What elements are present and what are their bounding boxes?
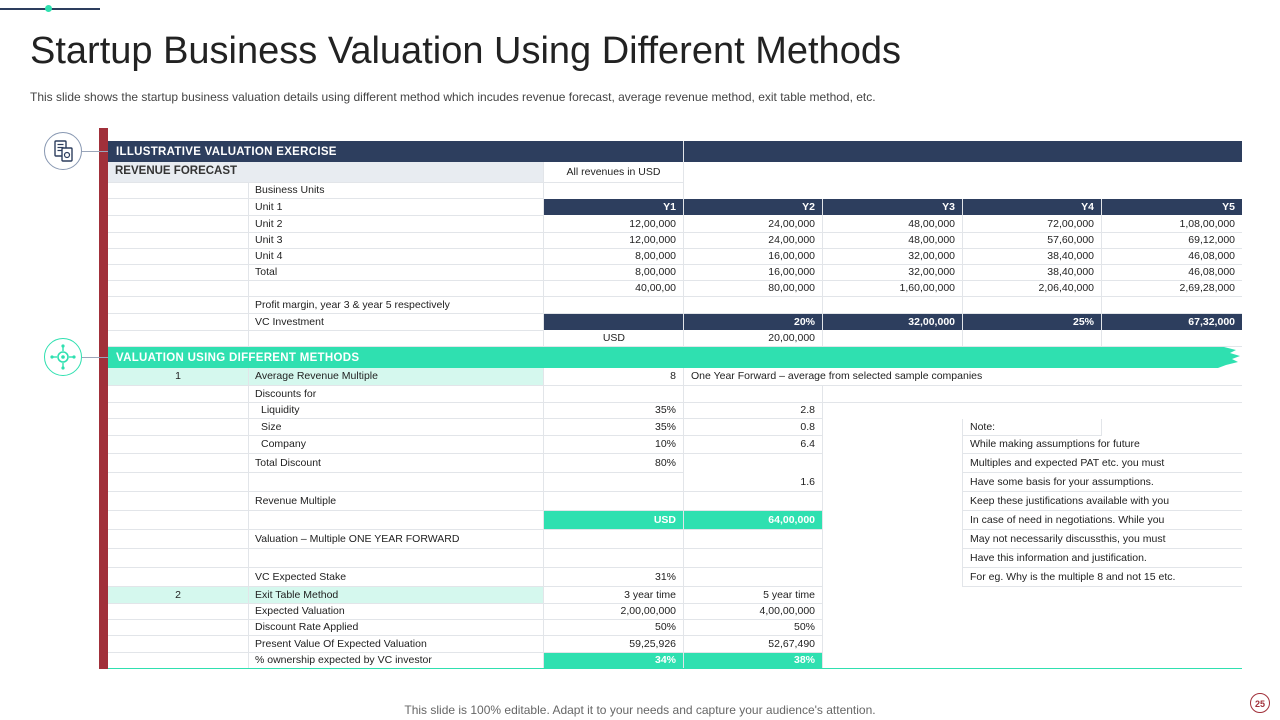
discount-value: 0.8 <box>684 419 822 436</box>
investment-amount: 20,00,000 <box>684 331 822 347</box>
unit-value: 32,00,000 <box>823 249 962 265</box>
grid-cell <box>108 281 544 297</box>
exit-row-label: Discount Rate Applied <box>248 620 544 636</box>
grid-cell <box>108 403 248 419</box>
unit-value: 38,40,000 <box>963 265 1101 281</box>
footer-note: This slide is 100% editable. Adapt it to your needs and capture your audience's attention. <box>404 703 876 717</box>
ownership-label: % ownership expected by VC investor <box>248 653 544 669</box>
unit-label: Unit 2 <box>248 216 544 233</box>
grid-vline <box>1101 199 1102 347</box>
unit-value: 24,00,000 <box>684 216 822 233</box>
discount-value: 2.8 <box>684 403 822 419</box>
page-number-badge: 25 <box>1250 693 1270 713</box>
unit-label: Total <box>248 265 544 281</box>
revenue-multiple-label: Revenue Multiple <box>248 492 544 511</box>
grid-cell <box>544 297 1242 314</box>
grid-cell <box>108 436 248 454</box>
unit-value: 8,00,000 <box>544 265 683 281</box>
discount-value: 6.4 <box>684 436 822 454</box>
vc-stake-label: VC Expected Stake <box>248 568 544 587</box>
year-header: Y1 <box>544 199 683 216</box>
exit-row-label: Expected Valuation <box>248 604 544 620</box>
calculator-documents-icon <box>44 132 82 170</box>
total-discount-label: Total Discount <box>248 454 544 473</box>
vc-investment-value: 32,00,000 <box>823 314 962 331</box>
grid-cell <box>108 511 544 530</box>
grid-cell <box>108 386 248 403</box>
exit-row-value: 59,25,926 <box>544 636 683 653</box>
discount-pct: 35% <box>544 403 683 419</box>
grid-cell <box>108 568 248 587</box>
year-header: Y2 <box>684 199 822 216</box>
grid-vline <box>683 368 684 669</box>
unit-value: 46,08,000 <box>1102 265 1242 281</box>
year-header: Y3 <box>823 199 962 216</box>
unit-value: 48,00,000 <box>823 216 962 233</box>
grid-cell <box>108 199 248 216</box>
grid-cell <box>108 454 248 473</box>
valuation-currency: USD <box>544 511 683 530</box>
grid-cell <box>108 249 248 265</box>
grid-cell <box>108 314 248 331</box>
unit-value: 8,00,000 <box>544 249 683 265</box>
section-header-valuation-methods: VALUATION USING DIFFERENT METHODS <box>116 351 360 364</box>
method-number: 1 <box>108 368 248 386</box>
grid-cell <box>108 604 248 620</box>
vc-investment-value: 67,32,000 <box>1102 314 1242 331</box>
unit-value: 57,60,000 <box>963 233 1101 249</box>
grid-cell <box>108 636 248 653</box>
valuation-amount: 64,00,000 <box>684 511 822 530</box>
vc-investment-label: VC Investment <box>248 314 544 331</box>
vc-investment-value <box>544 314 683 331</box>
page-title: Startup Business Valuation Using Different Methods <box>30 30 901 72</box>
unit-value: 69,12,000 <box>1102 233 1242 249</box>
exit-row-label: Present Value Of Expected Valuation <box>248 636 544 653</box>
grid-cell <box>108 331 544 347</box>
vc-investment-value: 20% <box>684 314 822 331</box>
grid-vline <box>822 199 823 347</box>
grid-cell <box>108 233 248 249</box>
grid-vline <box>962 419 963 587</box>
unit-value: 12,00,000 <box>544 233 683 249</box>
grid-cell <box>684 568 822 587</box>
table-bottom-rule <box>108 668 1242 669</box>
gear-network-icon <box>44 338 82 376</box>
note-line: In case of need in negotiations. While you <box>963 511 1242 530</box>
exit-row-value: 2,00,00,000 <box>544 604 683 620</box>
method-description: One Year Forward – average from selected sample companies <box>684 368 1242 386</box>
note-line: While making assumptions for future <box>963 436 1242 454</box>
investment-currency: USD <box>544 331 683 347</box>
note-line: Have some basis for your assumptions. <box>963 473 1242 492</box>
unit-value: 80,00,000 <box>684 281 822 297</box>
grid-cell <box>108 216 248 233</box>
exit-row-value: 50% <box>544 620 683 636</box>
unit-value: 2,06,40,000 <box>963 281 1101 297</box>
section-header-fill <box>684 141 1242 162</box>
discount-label: Liquidity <box>248 403 544 419</box>
page-subtitle: This slide shows the startup business valuation details using different method which incudes revenue forecast, average revenue method, exit table method, etc. <box>30 90 876 104</box>
revenue-currency-note: All revenues in USD <box>544 162 683 183</box>
grid-vline <box>1101 419 1102 436</box>
grid-cell <box>108 492 248 511</box>
exit-col-header: 5 year time <box>684 587 822 604</box>
unit-label: Unit 3 <box>248 233 544 249</box>
method-number: 2 <box>108 587 248 604</box>
note-line: Multiples and expected PAT etc. you must <box>963 454 1242 473</box>
year-header: Y4 <box>963 199 1101 216</box>
discount-label: Size <box>248 419 544 436</box>
unit-label: Unit 4 <box>248 249 544 265</box>
unit-value: 38,40,000 <box>963 249 1101 265</box>
grid-vline <box>962 199 963 347</box>
total-discount-value: 80% <box>544 454 683 473</box>
unit-value: 32,00,000 <box>823 265 962 281</box>
discount-label: Company <box>248 436 544 454</box>
grid-cell <box>108 473 684 492</box>
grid-cell <box>108 653 248 669</box>
note-line: For eg. Why is the multiple 8 and not 15 etc. <box>963 568 1242 587</box>
exit-col-header: 3 year time <box>544 587 683 604</box>
note-line: Keep these justifications available with you <box>963 492 1242 511</box>
exit-row-value: 52,67,490 <box>684 636 822 653</box>
unit-value: 48,00,000 <box>823 233 962 249</box>
unit-value: 1,60,00,000 <box>823 281 962 297</box>
valuation-label: Valuation – Multiple ONE YEAR FORWARD <box>248 530 544 549</box>
unit-value: 24,00,000 <box>684 233 822 249</box>
icon-connector <box>82 357 108 358</box>
unit-value: 72,00,000 <box>963 216 1101 233</box>
ownership-value: 34% <box>544 653 683 669</box>
method-name: Exit Table Method <box>248 587 544 604</box>
grid-vline <box>543 368 544 669</box>
icon-connector <box>82 151 108 152</box>
profit-margin-label: Profit margin, year 3 & year 5 respectively <box>248 297 544 314</box>
grid-cell <box>108 265 248 281</box>
discount-pct: 35% <box>544 419 683 436</box>
note-line: Note: <box>963 419 1101 436</box>
grid-vline <box>248 368 249 669</box>
grid-vline <box>683 141 684 347</box>
unit-value: 2,69,28,000 <box>1102 281 1242 297</box>
grid-vline <box>248 183 249 347</box>
exit-row-value: 4,00,00,000 <box>684 604 822 620</box>
revenue-forecast-label: REVENUE FORECAST <box>108 162 544 183</box>
grid-cell <box>108 419 248 436</box>
grid-cell <box>108 297 248 314</box>
discounts-label: Discounts for <box>248 386 544 403</box>
method-multiple: 8 <box>544 368 683 386</box>
unit-value: 12,00,000 <box>544 216 683 233</box>
section-header-valuation-exercise: ILLUSTRATIVE VALUATION EXERCISE <box>108 141 683 162</box>
ownership-value: 38% <box>684 653 822 669</box>
left-accent-bar <box>99 128 108 669</box>
grid-cell <box>108 549 822 568</box>
year-header: Y5 <box>1102 199 1242 216</box>
discount-pct: 10% <box>544 436 683 454</box>
grid-cell <box>108 183 248 199</box>
unit-value: 16,00,000 <box>684 249 822 265</box>
business-units-label: Business Units <box>248 183 544 199</box>
unit-value: 16,00,000 <box>684 265 822 281</box>
method-name: Average Revenue Multiple <box>248 368 544 386</box>
unit-label: Unit 1 <box>248 199 544 216</box>
unit-value: 40,00,00 <box>544 281 683 297</box>
exit-row-value: 50% <box>684 620 822 636</box>
unit-value: 1,08,00,000 <box>1102 216 1242 233</box>
grid-cell <box>823 331 1242 347</box>
grid-vline <box>822 386 823 669</box>
vc-stake-value: 31% <box>544 568 683 587</box>
grid-cell <box>108 620 248 636</box>
grid-vline <box>543 162 544 347</box>
grid-cell <box>108 530 248 549</box>
grid-cell <box>544 386 1242 403</box>
note-line: May not necessarily discussthis, you must <box>963 530 1242 549</box>
note-line: Have this information and justification. <box>963 549 1242 568</box>
unit-value: 46,08,000 <box>1102 249 1242 265</box>
top-accent-dot <box>45 5 52 12</box>
vc-investment-value: 25% <box>963 314 1101 331</box>
discount-factor: 1.6 <box>684 473 822 492</box>
